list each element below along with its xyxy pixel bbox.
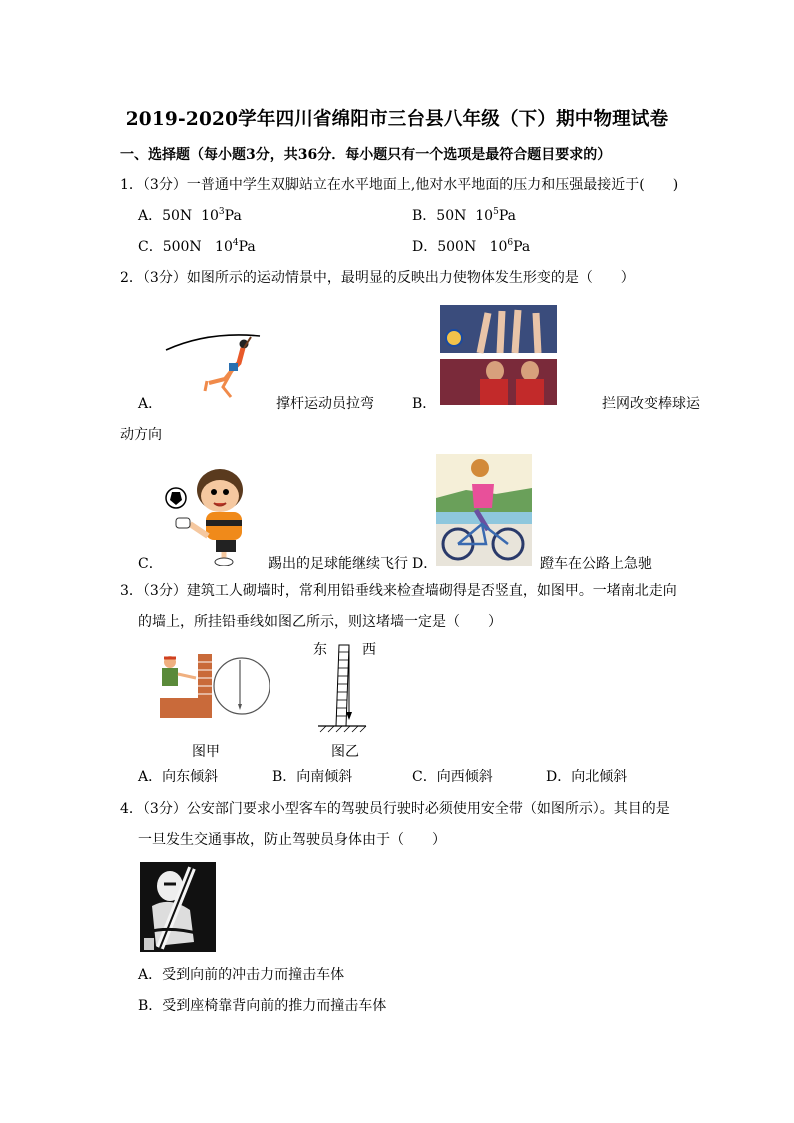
- q3-stem-line1: 3．（3分）建筑工人砌墙时，常利用铅垂线来检查墙砌得是否竖直，如图甲。一堵南北走向: [120, 583, 677, 599]
- q1-option-a: A．50N $10^3Pa$: [138, 207, 242, 224]
- soccer-kick-image: [162, 462, 260, 566]
- volleyball-block-image: [440, 305, 557, 405]
- q1-stem: 1．（3分）一普通中学生双脚站立在水平地面上,他对水平地面的压力和压强最接近于( ): [120, 177, 679, 193]
- figure-east-label: 东: [313, 642, 327, 658]
- q2-option-b-continued: 动方向: [120, 427, 162, 443]
- q3-option-b: B．向南倾斜: [272, 769, 353, 785]
- q1-option-d: D．500N $10^6Pa$: [412, 238, 531, 255]
- q2-option-d-text: 蹬车在公路上急驰: [540, 556, 652, 572]
- figure-west-label: 西: [362, 642, 376, 658]
- seatbelt-image: [140, 862, 216, 952]
- section-heading: 一、选择题（每小题3分，共36分．每小题只有一个选项是最符合题目要求的）: [120, 147, 612, 163]
- cycling-image: [436, 454, 532, 566]
- q2-option-b-text: 拦网改变棒球运: [602, 396, 700, 412]
- q4-option-a: A．受到向前的冲击力而撞击车体: [138, 967, 345, 983]
- q2-option-c-label: C．: [138, 556, 163, 572]
- q3-option-d: D．向北倾斜: [546, 769, 628, 785]
- q2-option-b-label: B．: [412, 396, 437, 412]
- q2-option-a-label: A．: [138, 396, 163, 412]
- q2-stem: 2．（3分）如图所示的运动情景中，最明显的反映出力使物体发生形变的是（ ）: [120, 270, 635, 286]
- q3-option-c: C．向西倾斜: [412, 769, 493, 785]
- q2-option-a-text: 撑杆运动员拉弯: [276, 396, 374, 412]
- q3-stem-line2: 的墙上，所挂铅垂线如图乙所示，则这堵墙一定是（ ）: [138, 614, 502, 630]
- figure-yi-image: [312, 640, 372, 734]
- exam-title: 2019-2020学年四川省绵阳市三台县八年级（下）期中物理试卷: [125, 109, 669, 130]
- q1-option-b: B．50N $10^5Pa$: [412, 207, 516, 224]
- figure-jia-image: [154, 648, 270, 722]
- q2-option-d-label: D．: [412, 556, 438, 572]
- q4-stem-line1: 4．（3分）公安部门要求小型客车的驾驶员行驶时必须使用安全带（如图所示）。其目的是: [120, 801, 670, 817]
- q1-option-c: C．500N $10^4Pa$: [138, 238, 256, 255]
- q2-option-c-text: 踢出的足球能继续飞行: [268, 556, 408, 572]
- pole-vault-image: [163, 325, 263, 407]
- q4-option-b: B．受到座椅靠背向前的推力而撞击车体: [138, 998, 387, 1014]
- q3-option-a: A．向东倾斜: [138, 769, 219, 785]
- figure-yi-caption: 图乙: [331, 744, 359, 760]
- q4-stem-line2: 一旦发生交通事故，防止驾驶员身体由于（ ）: [138, 832, 446, 848]
- figure-jia-caption: 图甲: [192, 744, 220, 760]
